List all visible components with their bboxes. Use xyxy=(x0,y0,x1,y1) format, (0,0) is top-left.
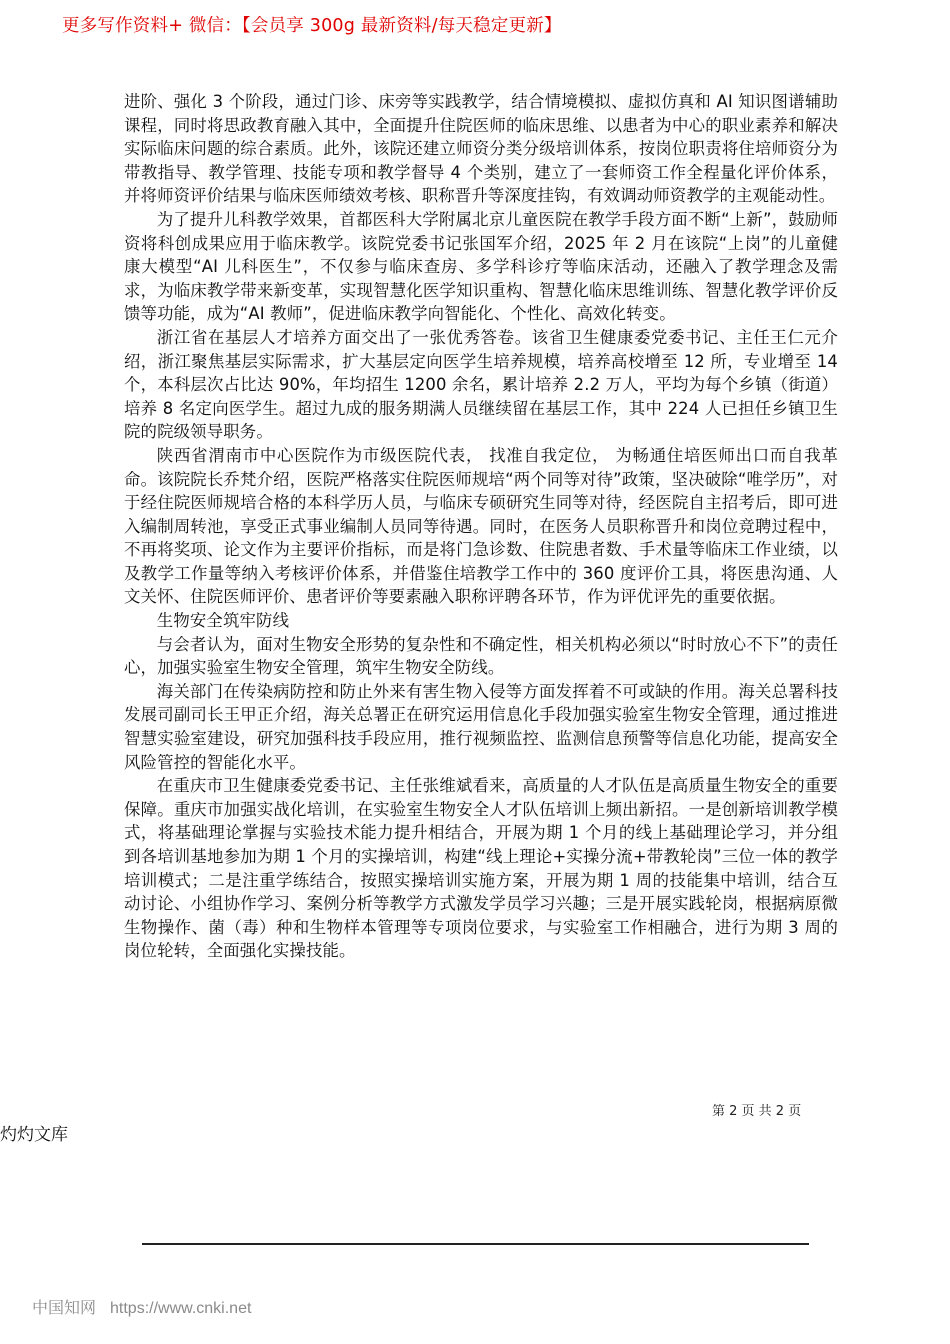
cnki-watermark xyxy=(32,1295,251,1318)
paragraph: 浙江省在基层人才培养方面交出了一张优秀答卷。该省卫生健康委党委书记、主任王仁元介绍，浙江聚焦基层实际需求，扩大基层定向医学生培养规模，培养高校增至 12 所，专业增至 14 个，本科层次占比达 90%，年均招生 1200 余名，累计培养 2.2 万人，平均为每个乡镇（街道）培养 8 名定向医学生。超过九成的服务期满人员继续留在基层工作，其中 224 人已担任乡镇卫生院的院级领导职务。 xyxy=(124,327,838,442)
article-body xyxy=(124,90,838,963)
paragraph: 陕西省渭南市中心医院作为市级医院代表， 找准自我定位， 为畅通住培医师出口而自我革命。该院院长乔梵介绍，医院严格落实住院医师规培“两个同等对待”政策，坚决破除“唯学历”，对于经住院医师规培合格的本科学历人员，与临床专硕研究生同等对待，经医院自主招考后，即可进入编制周转池，享受正式事业编制人员同等待遇。同时，在医务人员职称晋升和岗位竞聘过程中，不再将奖项、论文作为主要评价指标，而是将门急诊数、住院患者数、手术量等临床工作业绩，以及教学工作量等纳入考核评价体系，并借鉴住培教学工作中的 360 度评价工具，将医患沟通、人文关怀、住院医师评价、患者评价等要素融入职称评聘各环节，作为评优评先的重要依据。 xyxy=(124,445,838,607)
paragraph: 在重庆市卫生健康委党委书记、主任张维斌看来，高质量的人才队伍是高质量生物安全的重要保障。重庆市加强实战化培训，在实验室生物安全人才队伍培训上频出新招。一是创新培训教学模式，将基础理论掌握与实验技术能力提升相结合，开展为期 1 个月的线上基础理论学习，并分组到各培训基地参加为期 1 个月的实操培训，构建“线上理论+实操分流+带教轮岗”三位一体的教学培训模式；二是注重学练结合，按照实操培训实施方案，开展为期 1 周的技能集中培训，结合互动讨论、小组协作学习、案例分析等教学方式激发学员学习兴趣；三是开展实践轮岗，根据病原微生物操作、菌（毒）种和生物样本管理等专项岗位要求，与实验室工作相融合，进行为期 3 周的岗位轮转，全面强化实操技能。 xyxy=(124,776,838,961)
page-indicator: 第 2 页 共 2 页 xyxy=(712,1104,802,1119)
paragraph: 为了提升儿科教学效果，首都医科大学附属北京儿童医院在教学手段方面不断“上新”，鼓励师资将科创成果应用于临床教学。该院党委书记张国军介绍，2025 年 2 月在该院“上岗”的儿童健康大模型“AI 儿科医生”，不仅参与临床查房、多学科诊疗等临床活动，还融入了教学理念及需求，为临床教学带来新变革，实现智慧化医学知识重构、智慧化临床思维训练、智慧化教学评价反馈等功能，成为“AI 教师”，促进临床教学向智能化、个性化、高效化转变。 xyxy=(124,209,838,324)
cnki-url: https://www.cnki.net xyxy=(110,1300,252,1317)
promo-banner: 更多写作资料+ 微信：【会员享 300g 最新资料/每天稳定更新】 xyxy=(62,16,562,36)
cnki-name: 中国知网 xyxy=(32,1300,97,1317)
paragraph: 与会者认为，面对生物安全形势的复杂性和不确定性，相关机构必须以“时时放心不下”的责任心，加强实验室生物安全管理，筑牢生物安全防线。 xyxy=(124,634,838,678)
paragraph: 海关部门在传染病防控和防止外来有害生物入侵等方面发挥着不可或缺的作用。海关总署科技发展司副司长王甲正介绍，海关总署正在研究运用信息化手段加强实验室生物安全管理，通过推进智慧实验室建设，研究加强科技手段应用，推行视频监控、监测信息预警等信息化功能，提高安全风险管控的智能化水平。 xyxy=(124,681,838,772)
divider-line xyxy=(142,1243,809,1245)
brand-label: 灼灼文库 xyxy=(0,1125,68,1145)
paragraph: 进阶、强化 3 个阶段，通过门诊、床旁等实践教学，结合情境模拟、虚拟仿真和 AI 知识图谱辅助课程，同时将思政教育融入其中，全面提升住院医师的临床思维、以患者为中心的职业素养和解决实际临床问题的综合素质。此外，该院还建立师资分类分级培训体系，按岗位职责将住培师资分为带教指导、教学管理、技能专项和教学督导 4 个类别，建立了一套师资工作全程量化评价体系，并将师资评价结果与临床医师绩效考核、职称晋升等深度挂钩，有效调动师资教学的主观能动性。 xyxy=(124,92,838,206)
section-heading: 生物安全筑牢防线 xyxy=(156,611,290,631)
